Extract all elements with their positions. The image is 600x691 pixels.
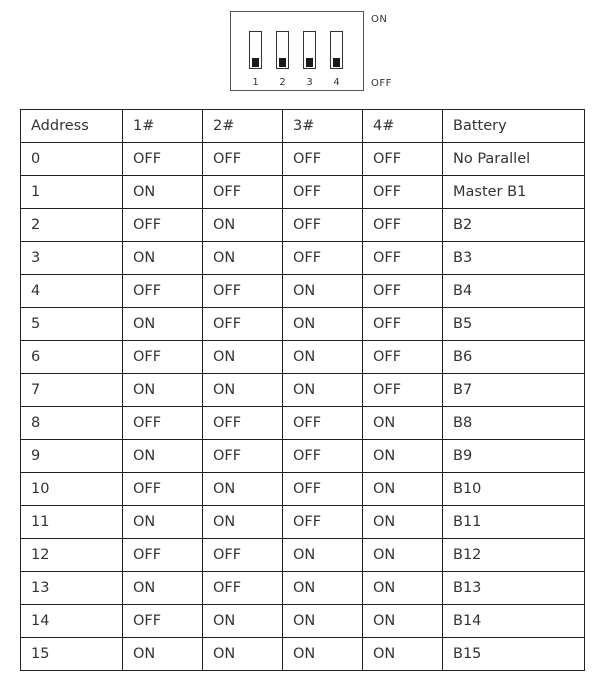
switch-1-cell: ON — [123, 506, 203, 539]
battery-cell: B5 — [443, 308, 585, 341]
address-cell: 14 — [21, 605, 123, 638]
switch-2-cell: OFF — [203, 275, 283, 308]
switch-4-cell: ON — [363, 473, 443, 506]
switch-knob — [306, 58, 313, 67]
switch-4-cell: ON — [363, 605, 443, 638]
address-cell: 6 — [21, 341, 123, 374]
switch-3-cell: ON — [283, 374, 363, 407]
switch-3-cell: OFF — [283, 473, 363, 506]
switch-4-cell: OFF — [363, 143, 443, 176]
switch-1-cell: ON — [123, 572, 203, 605]
battery-cell: B6 — [443, 341, 585, 374]
switch-3-cell: OFF — [283, 176, 363, 209]
switch-2-cell: OFF — [203, 407, 283, 440]
switch-3-cell: ON — [283, 341, 363, 374]
switch-1-cell: OFF — [123, 605, 203, 638]
switch-2-cell: ON — [203, 374, 283, 407]
table-row — [21, 275, 585, 308]
header-address: Address — [21, 110, 123, 143]
battery-cell: B8 — [443, 407, 585, 440]
address-cell: 12 — [21, 539, 123, 572]
header-switch-3: 3# — [283, 110, 363, 143]
address-cell: 1 — [21, 176, 123, 209]
address-cell: 9 — [21, 440, 123, 473]
switch-4-cell: OFF — [363, 308, 443, 341]
switch-4-cell: ON — [363, 572, 443, 605]
switch-1-cell: OFF — [123, 143, 203, 176]
battery-cell: B15 — [443, 638, 585, 671]
battery-cell: B12 — [443, 539, 585, 572]
switch-3-cell: OFF — [283, 209, 363, 242]
switch-2-cell: OFF — [203, 308, 283, 341]
switch-2-cell: ON — [203, 209, 283, 242]
switch-1-cell: OFF — [123, 407, 203, 440]
switch-4-cell: OFF — [363, 374, 443, 407]
table-row — [21, 506, 585, 539]
switch-2-cell: ON — [203, 506, 283, 539]
address-cell: 7 — [21, 374, 123, 407]
switch-3-cell: OFF — [283, 143, 363, 176]
address-cell: 2 — [21, 209, 123, 242]
switch-4-cell: ON — [363, 638, 443, 671]
switch-2-cell: ON — [203, 473, 283, 506]
battery-cell: B11 — [443, 506, 585, 539]
address-cell: 11 — [21, 506, 123, 539]
address-cell: 10 — [21, 473, 123, 506]
dip-off-label: OFF — [371, 78, 392, 89]
switch-1-cell: ON — [123, 638, 203, 671]
switch-1-cell: OFF — [123, 473, 203, 506]
switch-number-2: 2 — [279, 77, 286, 88]
switch-4-cell: ON — [363, 539, 443, 572]
dip-switch-diagram — [230, 11, 364, 91]
battery-cell: B4 — [443, 275, 585, 308]
switch-4-cell: OFF — [363, 209, 443, 242]
dip-switch-1 — [249, 31, 262, 69]
switch-2-cell: OFF — [203, 539, 283, 572]
switch-1-cell: ON — [123, 308, 203, 341]
switch-3-cell: OFF — [283, 506, 363, 539]
switch-4-cell: ON — [363, 506, 443, 539]
switch-1-cell: OFF — [123, 539, 203, 572]
table-row — [21, 539, 585, 572]
switch-number-4: 4 — [333, 77, 340, 88]
address-cell: 8 — [21, 407, 123, 440]
switch-3-cell: OFF — [283, 242, 363, 275]
table-header-row — [21, 110, 585, 143]
switch-1-cell: ON — [123, 374, 203, 407]
switch-1-cell: OFF — [123, 209, 203, 242]
switch-2-cell: OFF — [203, 176, 283, 209]
switch-2-cell: ON — [203, 605, 283, 638]
switch-4-cell: ON — [363, 440, 443, 473]
table-row — [21, 473, 585, 506]
switch-1-cell: OFF — [123, 275, 203, 308]
table-row — [21, 440, 585, 473]
switch-4-cell: ON — [363, 407, 443, 440]
table-row — [21, 341, 585, 374]
table-row — [21, 374, 585, 407]
table-row — [21, 143, 585, 176]
switch-2-cell: ON — [203, 341, 283, 374]
battery-cell: B9 — [443, 440, 585, 473]
table-row — [21, 638, 585, 671]
address-cell: 0 — [21, 143, 123, 176]
battery-cell: B10 — [443, 473, 585, 506]
switch-knob — [333, 58, 340, 67]
battery-cell: B14 — [443, 605, 585, 638]
switch-knob — [252, 58, 259, 67]
switch-number-3: 3 — [306, 77, 313, 88]
table-row — [21, 242, 585, 275]
switch-3-cell: ON — [283, 638, 363, 671]
battery-cell: B2 — [443, 209, 585, 242]
switch-4-cell: OFF — [363, 275, 443, 308]
switch-knob — [279, 58, 286, 67]
switch-1-cell: ON — [123, 440, 203, 473]
address-cell: 15 — [21, 638, 123, 671]
switch-3-cell: ON — [283, 572, 363, 605]
table-row — [21, 407, 585, 440]
switch-1-cell: ON — [123, 176, 203, 209]
battery-cell: B13 — [443, 572, 585, 605]
table-body — [21, 143, 585, 671]
header-battery: Battery — [443, 110, 585, 143]
switch-2-cell: OFF — [203, 440, 283, 473]
table-row — [21, 572, 585, 605]
dip-switch-4 — [330, 31, 343, 69]
table-row — [21, 176, 585, 209]
dip-on-label: ON — [371, 14, 388, 25]
battery-cell: Master B1 — [443, 176, 585, 209]
address-cell: 4 — [21, 275, 123, 308]
dip-switch-3 — [303, 31, 316, 69]
switch-1-cell: ON — [123, 242, 203, 275]
address-cell: 5 — [21, 308, 123, 341]
address-table — [20, 109, 585, 671]
switch-2-cell: ON — [203, 638, 283, 671]
address-cell: 3 — [21, 242, 123, 275]
header-switch-2: 2# — [203, 110, 283, 143]
switch-number-1: 1 — [252, 77, 259, 88]
switch-3-cell: ON — [283, 605, 363, 638]
switch-3-cell: ON — [283, 539, 363, 572]
switch-3-cell: ON — [283, 275, 363, 308]
switch-2-cell: OFF — [203, 143, 283, 176]
switch-2-cell: OFF — [203, 572, 283, 605]
battery-cell: B3 — [443, 242, 585, 275]
battery-cell: B7 — [443, 374, 585, 407]
switch-3-cell: OFF — [283, 440, 363, 473]
switch-2-cell: ON — [203, 242, 283, 275]
table-row — [21, 605, 585, 638]
switch-4-cell: OFF — [363, 242, 443, 275]
switch-3-cell: ON — [283, 308, 363, 341]
switch-4-cell: OFF — [363, 341, 443, 374]
switch-1-cell: OFF — [123, 341, 203, 374]
address-cell: 13 — [21, 572, 123, 605]
table-row — [21, 308, 585, 341]
switch-3-cell: OFF — [283, 407, 363, 440]
header-switch-4: 4# — [363, 110, 443, 143]
header-switch-1: 1# — [123, 110, 203, 143]
battery-cell: No Parallel — [443, 143, 585, 176]
dip-switch-2 — [276, 31, 289, 69]
switch-4-cell: OFF — [363, 176, 443, 209]
table-row — [21, 209, 585, 242]
